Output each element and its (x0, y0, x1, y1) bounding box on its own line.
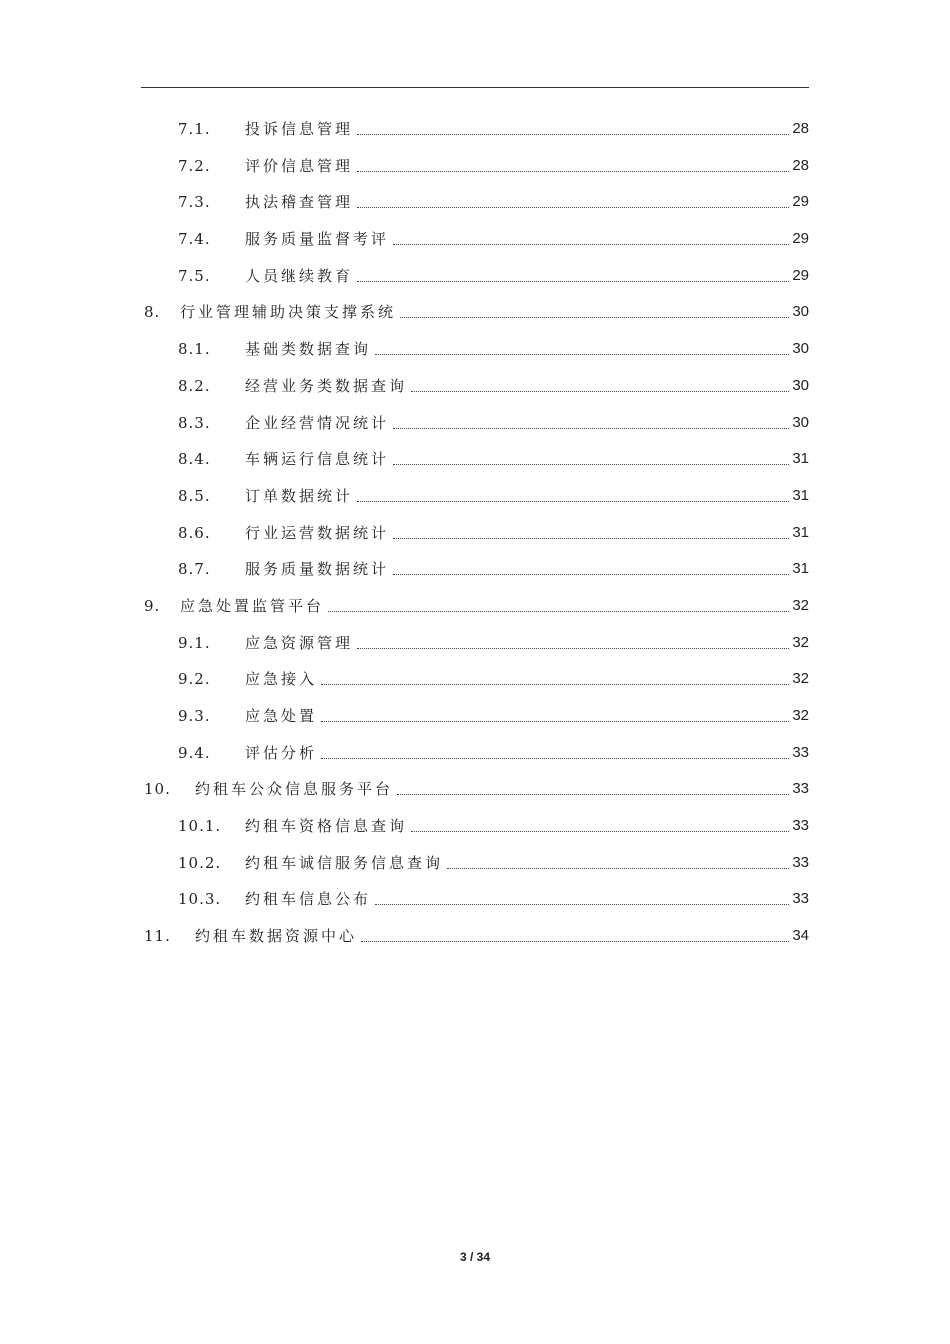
toc-dot-leader (357, 206, 789, 208)
toc-entry-number: 9.1. (178, 633, 211, 652)
toc-dot-leader (361, 940, 789, 942)
toc-entry-page: 31 (792, 450, 809, 468)
toc-dot-leader (357, 647, 789, 649)
toc-entry-title: 约租车诚信服务信息查询 (245, 853, 444, 872)
toc-row (0, 808, 950, 845)
toc-entry-page: 29 (792, 266, 809, 284)
toc-entry-page: 28 (792, 156, 809, 174)
toc-entry-page: 30 (792, 303, 809, 321)
toc-entry-title: 行业管理辅助决策支撑系统 (180, 303, 397, 322)
toc-entry-page: 31 (792, 560, 809, 578)
toc-entry-10[interactable] (144, 779, 809, 799)
toc-entry-9-1[interactable] (178, 633, 809, 653)
toc-dot-leader (411, 390, 789, 392)
toc-row (0, 405, 950, 442)
toc-entry-title: 应急处置监管平台 (180, 596, 325, 615)
toc-entry-9-2[interactable] (178, 669, 809, 689)
toc-entry-page: 32 (792, 633, 809, 651)
toc-entry-page: 30 (792, 376, 809, 394)
toc-dot-leader (393, 537, 789, 539)
toc-entry-10-3[interactable] (178, 889, 809, 909)
toc-row (0, 294, 950, 331)
toc-entry-page: 29 (792, 193, 809, 211)
toc-entry-title: 约租车数据资源中心 (195, 927, 358, 946)
toc-entry-number: 9.2. (178, 670, 211, 689)
toc-row (0, 111, 950, 148)
toc-entry-title: 行业运营数据统计 (245, 523, 390, 542)
toc-entry-title: 约租车信息公布 (245, 890, 372, 909)
toc-entry-page: 32 (792, 596, 809, 614)
toc-dot-leader (393, 243, 789, 245)
toc-row (0, 698, 950, 735)
toc-row (0, 625, 950, 662)
table-of-contents (0, 111, 950, 955)
toc-entry-8-3[interactable] (178, 413, 809, 433)
toc-entry-title: 应急处置 (245, 707, 318, 725)
toc-entry-number: 7.5. (178, 266, 211, 285)
toc-entry-number: 8.1. (178, 340, 211, 359)
toc-entry-8-7[interactable] (178, 559, 809, 579)
toc-dot-leader (397, 793, 789, 795)
toc-entry-title: 应急资源管理 (245, 633, 354, 652)
toc-entry-9-4[interactable] (178, 743, 809, 763)
toc-entry-number: 10.2. (178, 853, 222, 872)
toc-entry-page: 31 (792, 523, 809, 541)
toc-entry-number: 8.2. (178, 376, 211, 395)
toc-entry-8-6[interactable] (178, 523, 809, 543)
toc-row (0, 515, 950, 552)
toc-entry-number: 8. (144, 303, 161, 322)
toc-entry-7-5[interactable] (178, 266, 809, 286)
toc-entry-title: 基础类数据查询 (245, 340, 372, 359)
toc-dot-leader (411, 830, 789, 832)
toc-dot-leader (393, 427, 789, 429)
toc-row (0, 221, 950, 258)
toc-entry-title: 约租车资格信息查询 (245, 817, 408, 836)
toc-dot-leader (357, 170, 789, 172)
toc-entry-11[interactable] (144, 926, 809, 946)
toc-row (0, 331, 950, 368)
toc-entry-7-1[interactable] (178, 119, 809, 139)
toc-entry-title: 约租车公众信息服务平台 (195, 780, 394, 799)
toc-dot-leader (393, 573, 789, 575)
toc-entry-10-2[interactable] (178, 853, 809, 873)
toc-row (0, 258, 950, 295)
toc-dot-leader (357, 500, 789, 502)
toc-entry-title: 服务质量监督考评 (245, 230, 390, 249)
toc-row (0, 368, 950, 405)
toc-entry-title: 企业经营情况统计 (245, 413, 390, 432)
toc-entry-8-5[interactable] (178, 486, 809, 506)
toc-dot-leader (321, 683, 789, 685)
header-rule (141, 87, 809, 88)
toc-entry-9-3[interactable] (178, 706, 809, 726)
toc-entry-title: 评价信息管理 (245, 156, 354, 175)
toc-entry-page: 32 (792, 670, 809, 688)
toc-entry-number: 10.3. (178, 890, 222, 909)
toc-entry-title: 订单数据统计 (245, 486, 354, 505)
toc-entry-title: 应急接入 (245, 670, 318, 689)
toc-row (0, 881, 950, 918)
toc-entry-page: 33 (792, 817, 809, 835)
toc-dot-leader (321, 720, 789, 722)
toc-entry-page: 33 (792, 853, 809, 871)
toc-row (0, 845, 950, 882)
toc-entry-title: 评估分析 (245, 743, 318, 762)
toc-entry-number: 9.4. (178, 743, 211, 762)
toc-dot-leader (447, 867, 789, 869)
toc-entry-number: 7.4. (178, 230, 211, 249)
toc-row (0, 551, 950, 588)
page-number-footer: 3 / 34 (459, 1250, 491, 1264)
toc-entry-number: 8.4. (178, 450, 211, 469)
toc-row (0, 148, 950, 185)
toc-entry-page: 30 (792, 413, 809, 431)
toc-entry-number: 10.1. (178, 817, 222, 836)
toc-entry-number: 8.6. (178, 523, 211, 542)
toc-entry-number: 7.1. (178, 120, 211, 138)
toc-entry-title: 执法稽查管理 (245, 193, 354, 212)
toc-dot-leader (375, 903, 789, 905)
toc-entry-page: 33 (792, 780, 809, 798)
toc-entry-page: 33 (792, 743, 809, 761)
toc-entry-number: 8.5. (178, 486, 211, 505)
toc-entry-page: 30 (792, 340, 809, 358)
toc-entry-page: 34 (792, 927, 809, 945)
toc-entry-7-3[interactable] (178, 192, 809, 212)
toc-entry-9[interactable] (144, 596, 809, 616)
toc-entry-page: 33 (792, 890, 809, 908)
toc-dot-leader (393, 463, 789, 465)
toc-dot-leader (357, 280, 789, 282)
toc-entry-10-1[interactable] (178, 816, 809, 836)
toc-row (0, 918, 950, 955)
toc-row (0, 478, 950, 515)
toc-entry-page: 31 (792, 486, 809, 504)
toc-row (0, 771, 950, 808)
toc-entry-number: 11. (144, 927, 171, 946)
toc-dot-leader (357, 133, 789, 135)
toc-entry-title: 服务质量数据统计 (245, 560, 390, 579)
toc-entry-title: 车辆运行信息统计 (245, 450, 390, 469)
toc-entry-8[interactable] (144, 302, 809, 322)
toc-entry-8-2[interactable] (178, 376, 809, 396)
toc-row (0, 441, 950, 478)
toc-row (0, 588, 950, 625)
toc-entry-8-4[interactable] (178, 449, 809, 469)
toc-entry-page: 29 (792, 230, 809, 248)
toc-entry-page: 32 (792, 707, 809, 724)
toc-entry-number: 9. (144, 596, 161, 615)
toc-entry-page: 28 (792, 120, 809, 137)
toc-row (0, 184, 950, 221)
toc-dot-leader (321, 757, 789, 759)
toc-entry-8-1[interactable] (178, 339, 809, 359)
toc-dot-leader (375, 353, 789, 355)
toc-entry-7-4[interactable] (178, 229, 809, 249)
toc-entry-title: 人员继续教育 (245, 266, 354, 285)
toc-entry-7-2[interactable] (178, 156, 809, 176)
toc-entry-number: 9.3. (178, 707, 211, 725)
toc-dot-leader (400, 316, 789, 318)
toc-entry-title: 投诉信息管理 (245, 120, 354, 138)
toc-entry-number: 7.2. (178, 156, 211, 175)
toc-row (0, 661, 950, 698)
toc-row (0, 735, 950, 772)
toc-dot-leader (328, 610, 789, 612)
toc-entry-number: 10. (144, 780, 171, 799)
toc-entry-title: 经营业务类数据查询 (245, 376, 408, 395)
toc-entry-number: 8.7. (178, 560, 211, 579)
toc-entry-number: 7.3. (178, 193, 211, 212)
toc-entry-number: 8.3. (178, 413, 211, 432)
